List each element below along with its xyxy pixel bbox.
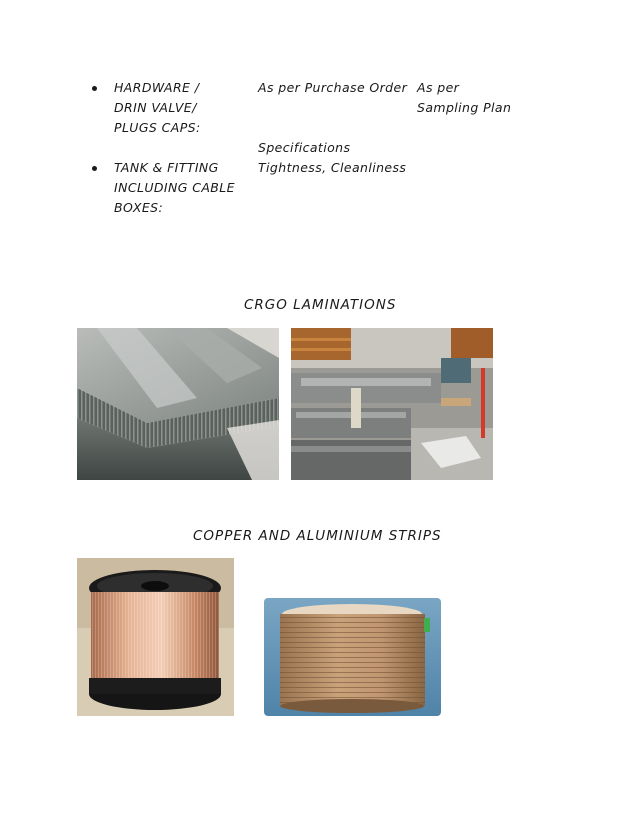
item-hardware-line-1: HARDWARE / [114, 80, 200, 95]
crgo-laminations-closeup-photo [77, 328, 279, 480]
item-tank-spec-line-1: Specifications [258, 140, 351, 155]
item-hardware-sampling-line-2: Sampling Plan [417, 100, 512, 115]
item-hardware-spec: As per Purchase Order [258, 80, 408, 95]
item-tank-line-1: TANK & FITTING [114, 160, 219, 175]
heading-crgo-laminations: CRGO LAMINATIONS [244, 297, 397, 313]
crgo-warehouse-photo [291, 328, 493, 480]
item-hardware-sampling-line-1: As per [417, 80, 460, 95]
item-hardware-line-2: DRIN VALVE/ [114, 100, 197, 115]
paper-insulated-strip-spool-photo [264, 598, 441, 716]
bullet-hardware [92, 86, 97, 91]
item-tank-spec-line-2: Tightness, Cleanliness [258, 160, 407, 175]
item-tank-line-2: INCLUDING CABLE [114, 180, 235, 195]
item-hardware-line-3: PLUGS CAPS: [114, 120, 201, 135]
item-tank-line-3: BOXES: [114, 200, 164, 215]
copper-wire-spool-photo [77, 558, 234, 716]
bullet-tank [92, 166, 97, 171]
heading-copper-aluminium-strips: COPPER AND ALUMINIUM STRIPS [193, 528, 442, 544]
